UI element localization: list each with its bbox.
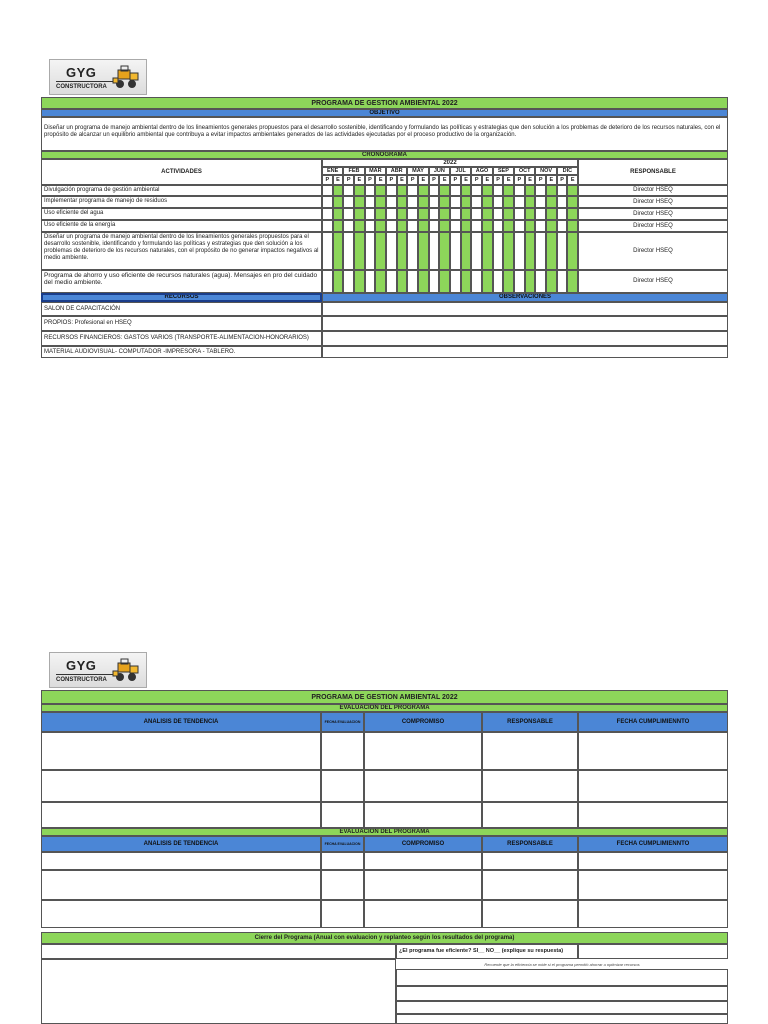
schedule-cell <box>407 208 418 220</box>
evaluation-cell <box>482 732 578 770</box>
schedule-cell <box>567 232 578 270</box>
pe-p: P <box>535 175 546 185</box>
schedule-cell <box>514 208 525 220</box>
pe-e: E <box>546 175 557 185</box>
schedule-cell <box>546 270 557 293</box>
evaluation-cell <box>364 870 482 900</box>
schedule-cell <box>525 208 536 220</box>
month-sep: SEP <box>493 167 514 175</box>
resource-item: SALON DE CAPACITACIÓN <box>41 302 322 316</box>
schedule-cell <box>418 232 429 270</box>
schedule-cell <box>450 232 461 270</box>
schedule-cell <box>418 196 429 208</box>
observation-cell <box>322 331 728 346</box>
schedule-cell <box>503 220 514 232</box>
schedule-cell <box>525 196 536 208</box>
schedule-cell <box>535 196 546 208</box>
schedule-cell <box>567 270 578 293</box>
evaluation-cell <box>41 852 321 870</box>
schedule-cell <box>365 232 376 270</box>
schedule-cell <box>407 220 418 232</box>
schedule-cell <box>493 185 504 196</box>
schedule-cell <box>333 185 344 196</box>
schedule-cell <box>514 196 525 208</box>
month-ene: ENE <box>322 167 343 175</box>
resource-item: MATERIAL AUDIOVISUAL- COMPUTADOR -IMPRESORA - TABLERO. <box>41 346 322 358</box>
schedule-cell <box>375 220 386 232</box>
evaluation-cell <box>321 732 364 770</box>
activities-header: ACTIVIDADES <box>41 159 322 185</box>
schedule-cell <box>397 270 408 293</box>
activity-responsible: Director HSEQ <box>578 208 728 220</box>
schedule-cell <box>546 208 557 220</box>
schedule-cell <box>525 232 536 270</box>
evaluation-cell <box>321 900 364 928</box>
evaluation-cell <box>321 870 364 900</box>
schedule-cell <box>407 270 418 293</box>
completion-date-header: FECHA CUMPLIMIENNTO <box>578 836 728 852</box>
schedule-cell <box>375 270 386 293</box>
program-title: PROGRAMA DE GESTION AMBIENTAL 2022 <box>41 97 728 109</box>
commitment-header: COMPROMISO <box>364 712 482 732</box>
pe-e: E <box>375 175 386 185</box>
schedule-cell <box>365 185 376 196</box>
activity-text: Divulgación programa de gestión ambiental <box>41 185 322 196</box>
responsible-header: RESPONSABLE <box>482 712 578 732</box>
schedule-cell <box>386 270 397 293</box>
activity-text: Uso eficiente del agua <box>41 208 322 220</box>
pe-e: E <box>461 175 472 185</box>
schedule-cell <box>429 270 440 293</box>
schedule-cell <box>471 185 482 196</box>
pe-e: E <box>418 175 429 185</box>
responsible-header: RESPONSABLE <box>482 836 578 852</box>
schedule-cell <box>461 185 472 196</box>
evaluation-date-header: FECHA EVALUACION <box>321 712 364 732</box>
schedule-cell <box>503 232 514 270</box>
schedule-cell <box>471 270 482 293</box>
observation-cell <box>322 302 728 316</box>
schedule-cell <box>557 220 568 232</box>
evaluation-cell <box>321 802 364 828</box>
year-label: 2022 <box>322 159 578 167</box>
schedule-cell <box>375 185 386 196</box>
observations-header: OBSERVACIONES <box>322 293 728 302</box>
schedule-cell <box>503 196 514 208</box>
schedule-cell <box>397 208 408 220</box>
evaluation-cell <box>578 900 728 928</box>
schedule-cell <box>461 208 472 220</box>
month-jun: JUN <box>429 167 450 175</box>
schedule-cell <box>418 185 429 196</box>
schedule-cell <box>450 208 461 220</box>
closure-left-body <box>41 959 396 1024</box>
schedule-cell <box>386 196 397 208</box>
schedule-cell <box>343 220 354 232</box>
schedule-cell <box>525 185 536 196</box>
schedule-cell <box>354 208 365 220</box>
schedule-cell <box>450 196 461 208</box>
schedule-cell <box>333 232 344 270</box>
company-subtitle: CONSTRUCTORA <box>56 84 107 90</box>
evaluation-header-2: EVALUACION DEL PROGRAMA <box>41 828 728 836</box>
trend-analysis-header: ANALISIS DE TENDENCIA <box>41 836 321 852</box>
pe-e: E <box>354 175 365 185</box>
schedule-cell <box>429 220 440 232</box>
closure-line <box>396 1014 728 1024</box>
schedule-cell <box>365 220 376 232</box>
schedule-cell <box>535 208 546 220</box>
pe-e: E <box>439 175 450 185</box>
activity-responsible: Director HSEQ <box>578 232 728 270</box>
schedule-cell <box>354 185 365 196</box>
pe-p: P <box>343 175 354 185</box>
schedule-cell <box>365 270 376 293</box>
evaluation-cell <box>482 852 578 870</box>
pe-p: P <box>429 175 440 185</box>
schedule-cell <box>343 196 354 208</box>
pe-p: P <box>514 175 525 185</box>
evaluation-header-1: EVALUACION DEL PROGRAMA <box>41 704 728 712</box>
schedule-cell <box>418 270 429 293</box>
schedule-cell <box>397 185 408 196</box>
schedule-cell <box>407 185 418 196</box>
program-title-2: PROGRAMA DE GESTION AMBIENTAL 2022 <box>41 690 728 704</box>
schedule-cell <box>567 185 578 196</box>
pe-p: P <box>471 175 482 185</box>
schedule-cell <box>546 220 557 232</box>
schedule-cell <box>343 232 354 270</box>
schedule-cell <box>407 196 418 208</box>
objective-header: OBJETIVO <box>41 109 728 117</box>
schedule-cell <box>482 270 493 293</box>
schedule-cell <box>557 196 568 208</box>
pe-p: P <box>407 175 418 185</box>
schedule-cell <box>493 196 504 208</box>
month-jul: JUL <box>450 167 471 175</box>
schedule-cell <box>535 185 546 196</box>
activity-text: Diseñar un programa de manejo ambiental dentro de los lineamientos generales propuestos para el desarrollo sostenible, identificando y formulando las políticas y estrategias que den solución a los problemas de deterioro de los recursos naturales, con el propósito de no generar impactos negativos al medio ambiente. <box>41 232 322 270</box>
schedule-cell <box>535 270 546 293</box>
evaluation-cell <box>578 732 728 770</box>
schedule-cell <box>546 232 557 270</box>
schedule-cell <box>333 220 344 232</box>
month-ago: AGO <box>471 167 492 175</box>
bulldozer-icon <box>112 657 142 683</box>
schedule-cell <box>439 208 450 220</box>
company-name: GYG <box>66 658 97 673</box>
company-name: GYG <box>66 65 97 80</box>
evaluation-cell <box>482 770 578 802</box>
pe-p: P <box>386 175 397 185</box>
observation-cell <box>322 316 728 331</box>
schedule-cell <box>343 185 354 196</box>
schedule-cell <box>439 232 450 270</box>
commitment-header: COMPROMISO <box>364 836 482 852</box>
objective-text: Diseñar un programa de manejo ambiental dentro de los lineamientos generales propuestos para el desarrollo sostenible, identificando y formulando las políticas y estrategias que den solución a los problemas de deterioro de los recursos naturales, con el propósito de alcanzar un equilibrio ambiental que contribuya a evitar impactos ambientales generados de las actividades ejecutadas por el proceso productivo de la organización. <box>41 117 728 151</box>
schedule-cell <box>557 232 568 270</box>
schedule-cell <box>418 220 429 232</box>
evaluation-cell <box>321 770 364 802</box>
schedule-cell <box>461 232 472 270</box>
evaluation-cell <box>321 852 364 870</box>
evaluation-cell <box>364 900 482 928</box>
evaluation-cell <box>578 770 728 802</box>
schedule-cell <box>557 185 568 196</box>
efficiency-question: ¿El programa fue eficiente? SI__ NO__ (explique su respuesta) <box>396 944 578 959</box>
schedule-cell <box>386 220 397 232</box>
schedule-cell <box>386 208 397 220</box>
evaluation-cell <box>364 802 482 828</box>
schedule-cell <box>482 208 493 220</box>
schedule-cell <box>439 196 450 208</box>
evaluation-cell <box>364 732 482 770</box>
closure-right-top <box>578 944 728 959</box>
schedule-cell <box>514 185 525 196</box>
schedule-cell <box>407 232 418 270</box>
schedule-cell <box>354 232 365 270</box>
bulldozer-icon <box>112 64 142 90</box>
efficiency-note: Recuerde que la eficiencia se mide si el programa permitió ahorrar u optimizar recursos <box>484 962 640 967</box>
schedule-cell <box>535 232 546 270</box>
schedule-cell <box>493 220 504 232</box>
schedule-header: CRONOGRAMA <box>41 151 728 159</box>
evaluation-cell <box>578 802 728 828</box>
schedule-cell <box>375 196 386 208</box>
pe-p: P <box>557 175 568 185</box>
pe-p: P <box>322 175 333 185</box>
schedule-cell <box>322 196 333 208</box>
schedule-cell <box>493 232 504 270</box>
evaluation-cell <box>482 900 578 928</box>
company-logo <box>49 59 147 95</box>
month-nov: NOV <box>535 167 556 175</box>
schedule-cell <box>471 232 482 270</box>
activity-text: Uso eficiente de la energía <box>41 220 322 232</box>
pe-e: E <box>567 175 578 185</box>
schedule-cell <box>354 220 365 232</box>
schedule-cell <box>482 220 493 232</box>
resources-header: RECURSOS <box>41 293 322 302</box>
schedule-cell <box>386 185 397 196</box>
schedule-cell <box>429 185 440 196</box>
schedule-cell <box>471 196 482 208</box>
schedule-cell <box>514 270 525 293</box>
schedule-cell <box>429 232 440 270</box>
schedule-cell <box>322 185 333 196</box>
schedule-cell <box>397 196 408 208</box>
pe-e: E <box>503 175 514 185</box>
pe-e: E <box>333 175 344 185</box>
evaluation-cell <box>482 870 578 900</box>
month-dic: DIC <box>557 167 578 175</box>
schedule-cell <box>354 270 365 293</box>
schedule-cell <box>567 196 578 208</box>
schedule-cell <box>439 270 450 293</box>
month-oct: OCT <box>514 167 535 175</box>
evaluation-cell <box>364 852 482 870</box>
pe-e: E <box>482 175 493 185</box>
schedule-cell <box>482 185 493 196</box>
schedule-cell <box>375 208 386 220</box>
schedule-cell <box>450 185 461 196</box>
schedule-cell <box>557 270 568 293</box>
closure-line <box>396 969 728 986</box>
schedule-cell <box>525 270 536 293</box>
schedule-cell <box>493 270 504 293</box>
activity-text: Programa de ahorro y uso eficiente de recursos naturales (agua). Mensajes en pro del cuidado del medio ambiente. <box>41 270 322 293</box>
schedule-cell <box>429 196 440 208</box>
schedule-cell <box>503 208 514 220</box>
evaluation-cell <box>41 802 321 828</box>
evaluation-cell <box>41 870 321 900</box>
evaluation-date-header: FECHA EVALUACION <box>321 836 364 852</box>
activity-responsible: Director HSEQ <box>578 196 728 208</box>
schedule-cell <box>557 208 568 220</box>
pe-p: P <box>450 175 461 185</box>
evaluation-cell <box>41 770 321 802</box>
schedule-cell <box>322 270 333 293</box>
schedule-cell <box>535 220 546 232</box>
activity-text: Implementar programa de manejo de residuos <box>41 196 322 208</box>
closure-left <box>41 944 396 959</box>
schedule-cell <box>525 220 536 232</box>
schedule-cell <box>354 196 365 208</box>
responsible-header: RESPONSABLE <box>578 159 728 185</box>
schedule-cell <box>343 208 354 220</box>
evaluation-cell <box>578 852 728 870</box>
schedule-cell <box>333 270 344 293</box>
schedule-cell <box>333 196 344 208</box>
schedule-cell <box>503 185 514 196</box>
schedule-cell <box>418 208 429 220</box>
schedule-cell <box>514 220 525 232</box>
schedule-cell <box>482 232 493 270</box>
company-subtitle: CONSTRUCTORA <box>56 677 107 683</box>
schedule-cell <box>386 232 397 270</box>
schedule-cell <box>343 270 354 293</box>
evaluation-cell <box>41 732 321 770</box>
activity-responsible: Director HSEQ <box>578 185 728 196</box>
schedule-cell <box>365 208 376 220</box>
schedule-cell <box>461 196 472 208</box>
schedule-cell <box>482 196 493 208</box>
completion-date-header: FECHA CUMPLIMIENNTO <box>578 712 728 732</box>
schedule-cell <box>397 232 408 270</box>
schedule-cell <box>461 220 472 232</box>
schedule-cell <box>375 232 386 270</box>
closure-line <box>396 1001 728 1014</box>
company-logo-2 <box>49 652 147 688</box>
observation-cell <box>322 346 728 358</box>
schedule-cell <box>514 232 525 270</box>
evaluation-cell <box>364 770 482 802</box>
schedule-cell <box>397 220 408 232</box>
pe-e: E <box>397 175 408 185</box>
schedule-cell <box>322 220 333 232</box>
month-abr: ABR <box>386 167 407 175</box>
schedule-cell <box>567 220 578 232</box>
schedule-cell <box>322 232 333 270</box>
month-mar: MAR <box>365 167 386 175</box>
schedule-cell <box>450 270 461 293</box>
trend-analysis-header: ANALISIS DE TENDENCIA <box>41 712 321 732</box>
resource-item: PROPIOS: Profesional en HSEQ <box>41 316 322 331</box>
schedule-cell <box>439 185 450 196</box>
schedule-cell <box>503 270 514 293</box>
schedule-cell <box>429 208 440 220</box>
month-feb: FEB <box>343 167 364 175</box>
schedule-cell <box>493 208 504 220</box>
schedule-cell <box>333 208 344 220</box>
schedule-cell <box>567 208 578 220</box>
schedule-cell <box>439 220 450 232</box>
schedule-cell <box>471 208 482 220</box>
schedule-cell <box>365 196 376 208</box>
evaluation-cell <box>578 870 728 900</box>
activity-responsible: Director HSEQ <box>578 220 728 232</box>
pe-p: P <box>493 175 504 185</box>
resource-item: RECURSOS FINANCIEROS: GASTOS VARIOS (TRANSPORTE-ALIMENTACION-HONORARIOS) <box>41 331 322 346</box>
schedule-cell <box>322 208 333 220</box>
schedule-cell <box>461 270 472 293</box>
activity-responsible: Director HSEQ <box>578 270 728 293</box>
evaluation-cell <box>41 900 321 928</box>
pe-p: P <box>365 175 376 185</box>
schedule-cell <box>450 220 461 232</box>
closure-line <box>396 986 728 1001</box>
schedule-cell <box>546 185 557 196</box>
closure-header: Cierre del Programa (Anual con evaluacion y replanteo según los resultados del programa) <box>41 932 728 944</box>
schedule-cell <box>471 220 482 232</box>
schedule-cell <box>546 196 557 208</box>
pe-e: E <box>525 175 536 185</box>
evaluation-cell <box>482 802 578 828</box>
month-may: MAY <box>407 167 428 175</box>
